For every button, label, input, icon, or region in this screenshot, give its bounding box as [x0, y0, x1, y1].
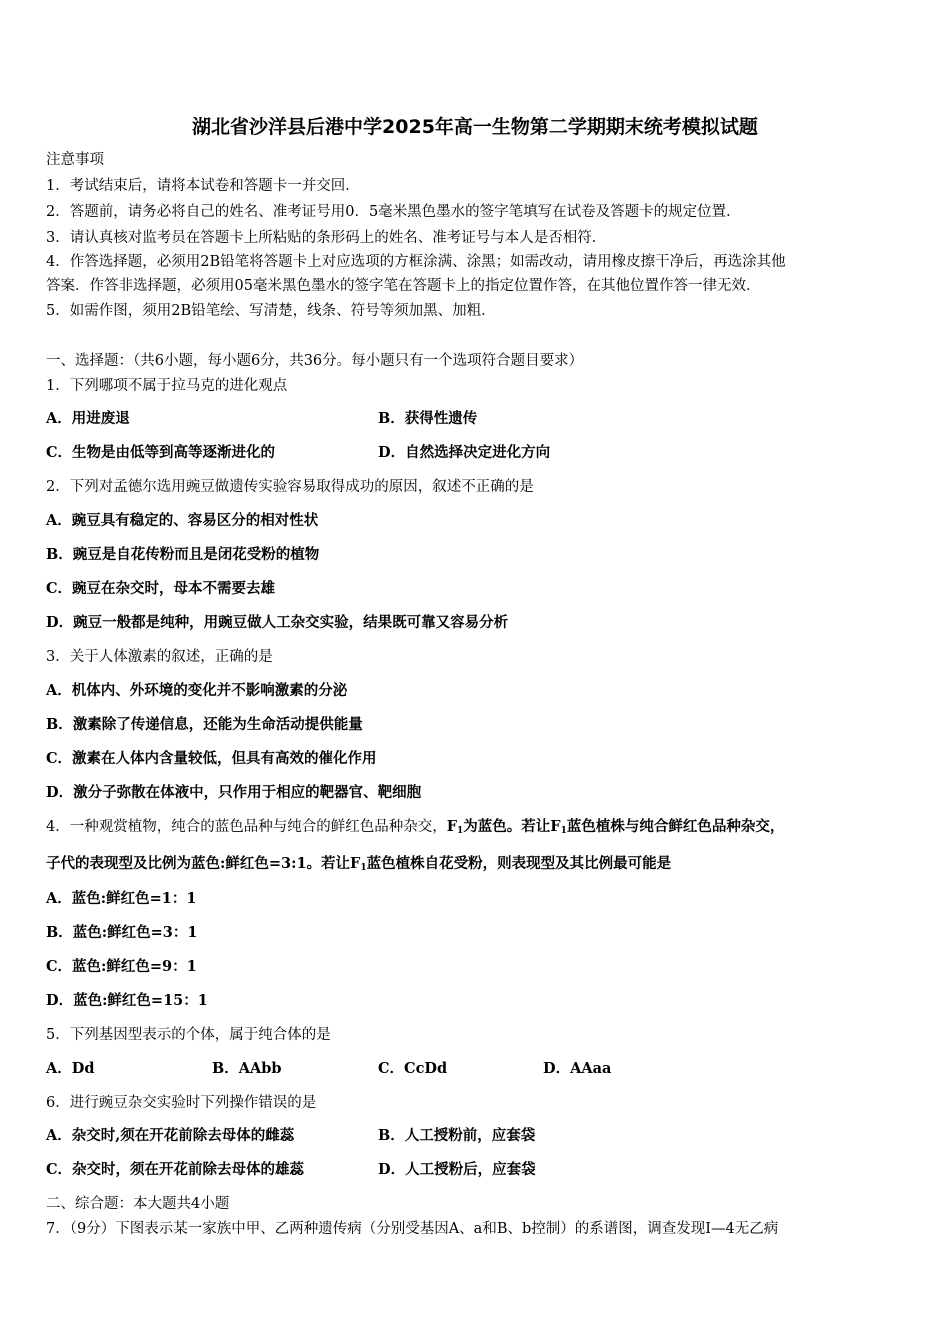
option-a: A．豌豆具有稳定的、容易区分的相对性状 — [46, 512, 319, 529]
f1-label: $F_1$ — [350, 855, 367, 873]
option-c: C．杂交时，须在开花前除去母体的雄蕊 — [46, 1161, 305, 1178]
question-stem: 7．（9分）下图表示某一家族中甲、乙两种遗传病（分别受基因A、a和B、b控制）的系谱图，调查发现Ⅰ—4无乙病 — [46, 1221, 779, 1237]
option-d: D．蓝色:鲜红色=15：1 — [46, 992, 208, 1009]
section-heading: 二、综合题：本大题共4小题 — [46, 1196, 230, 1212]
option-b: B．激素除了传递信息，还能为生命活动提供能量 — [46, 716, 363, 733]
stem-text: 蓝色植株与纯合鲜红色品种杂交， — [566, 818, 785, 835]
option-d: D．自然选择决定进化方向 — [378, 444, 551, 461]
stem-text: 为蓝色。若让 — [463, 818, 551, 835]
option-b: B．豌豆是自花传粉而且是闭花受粉的植物 — [46, 546, 320, 563]
option-a: A．杂交时,须在开花前除去母体的雌蕊 — [46, 1127, 295, 1144]
question-stem: 1．下列哪项不属于拉马克的进化观点 — [46, 378, 288, 394]
option-a: A．蓝色:鲜红色=1：1 — [46, 890, 197, 907]
notice-item: 1．考试结束后，请将本试卷和答题卡一并交回． — [46, 178, 360, 194]
question-stem: 6．进行豌豆杂交实验时下列操作错误的是 — [46, 1095, 317, 1111]
question-stem: 2．下列对孟德尔选用豌豆做遗传实验容易取得成功的原因，叙述不正确的是 — [46, 479, 534, 495]
notice-heading: 注意事项 — [46, 152, 104, 168]
option-d: D．豌豆一般都是纯种，用豌豆做人工杂交实验，结果既可靠又容易分析 — [46, 614, 509, 631]
option-d: D．激分子弥散在体液中，只作用于相应的靶器官、靶细胞 — [46, 784, 422, 801]
option-c: C．激素在人体内含量较低，但具有高效的催化作用 — [46, 750, 377, 767]
question-stem: 5．下列基因型表示的个体，属于纯合体的是 — [46, 1027, 331, 1043]
option-c: C．豌豆在杂交时，母本不需要去雄 — [46, 580, 276, 597]
section-heading: 一、选择题：（共6小题，每小题6分，共36分。每小题只有一个选项符合题目要求） — [46, 353, 584, 369]
f1-label: $F_1$ — [550, 818, 567, 836]
question-stem: 3．关于人体激素的叙述，正确的是 — [46, 649, 273, 665]
page-title: 湖北省沙洋县后港中学2025年高一生物第二学期期末统考模拟试题 — [192, 116, 758, 138]
notice-item: 5．如需作图，须用2B铅笔绘、写清楚，线条、符号等须加黑、加粗． — [46, 303, 496, 319]
option-a: A．用进废退 — [46, 410, 130, 427]
notice-item: 4．作答选择题，必须用2B铅笔将答题卡上对应选项的方框涂满、涂黑；如需改动，请用橡皮擦干净后，再选涂其他 — [46, 254, 786, 270]
option-b: B．AAbb — [212, 1060, 282, 1077]
notice-item: 答案．作答非选择题，必须用05毫米黑色墨水的签字笔在答题卡上的指定位置作答，在其他位置作答一律无效． — [46, 278, 761, 294]
option-b: B．人工授粉前，应套袋 — [378, 1127, 536, 1144]
f1-label: $F_1$ — [446, 818, 464, 836]
stem-text: 蓝色植株自花受粉，则表现型及其比例最可能是 — [366, 855, 672, 872]
option-d: D．AAaa — [543, 1060, 612, 1077]
option-b: B．蓝色:鲜红色=3：1 — [46, 924, 198, 941]
question-stem — [46, 817, 784, 841]
notice-item: 2．答题前，请务必将自己的姓名、准考证号用0．5毫米黑色墨水的签字笔填写在试卷及答题卡的规定位置． — [46, 204, 741, 220]
stem-text: 4．一种观赏植物，纯合的蓝色品种与纯合的鲜红色品种杂交， — [46, 819, 447, 835]
option-a: A．机体内、外环境的变化并不影响激素的分泌 — [46, 682, 348, 699]
option-b: B．获得性遗传 — [378, 410, 478, 427]
option-c: C．生物是由低等到高等逐渐进化的 — [46, 444, 276, 461]
option-a: A．Dd — [46, 1060, 95, 1077]
option-d: D．人工授粉后，应套袋 — [378, 1161, 536, 1178]
question-stem-cont — [46, 854, 671, 878]
notice-item: 3．请认真核对监考员在答题卡上所粘贴的条形码上的姓名、准考证号与本人是否相符． — [46, 230, 607, 246]
option-c: C．蓝色:鲜红色=9：1 — [46, 958, 197, 975]
stem-text: 子代的表现型及比例为蓝色:鲜红色=3:1。若让 — [46, 855, 351, 872]
option-c: C．CcDd — [378, 1060, 448, 1077]
